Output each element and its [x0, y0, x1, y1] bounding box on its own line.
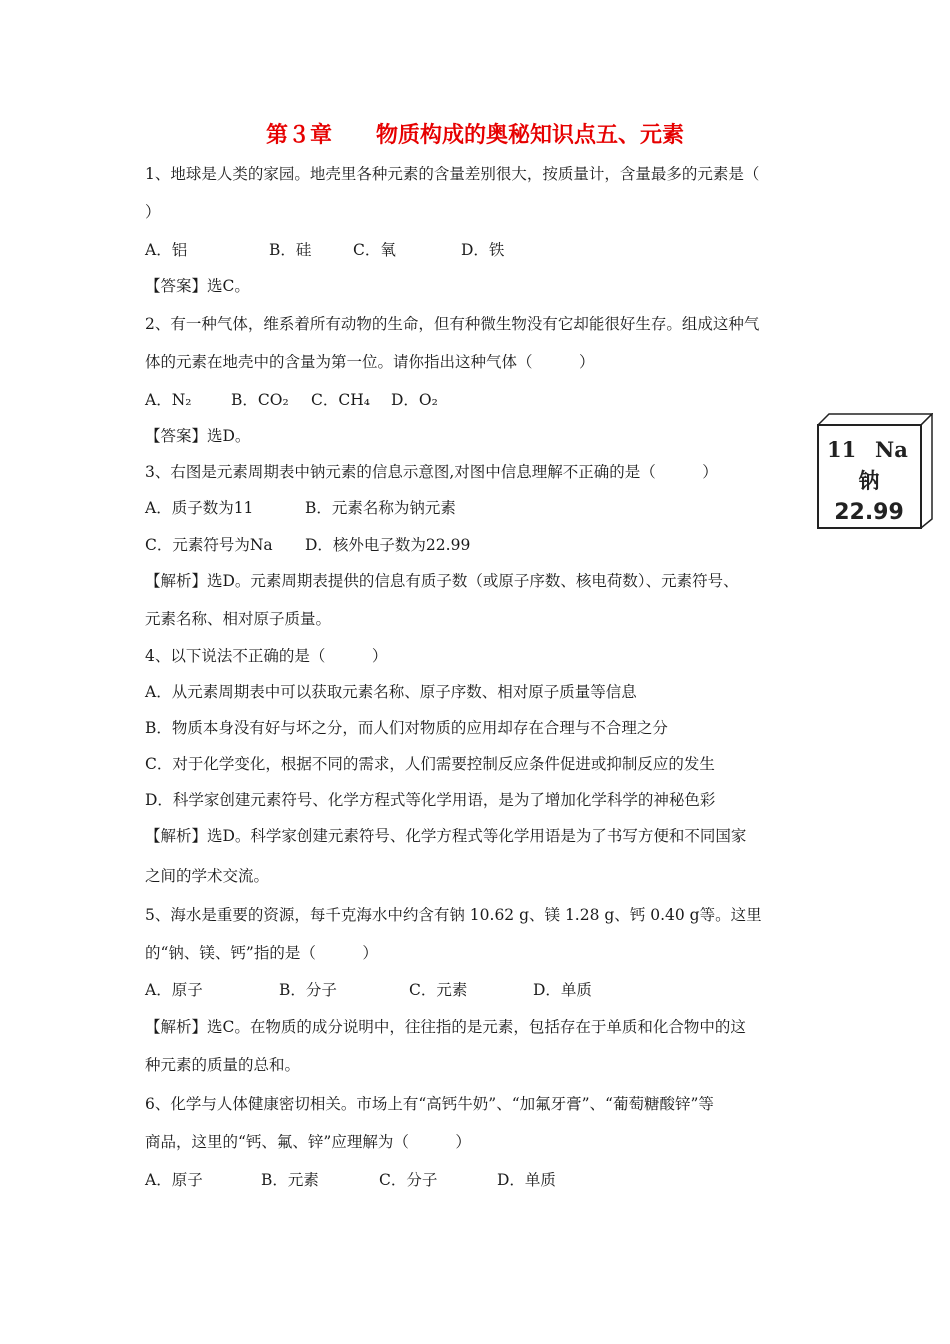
element-mass: 22.99	[834, 500, 904, 525]
q6-option-c: C．分子	[379, 1171, 438, 1189]
q2-option-d: D．O₂	[391, 391, 438, 409]
q2-option-c: C．CH₄	[311, 391, 370, 409]
q6-stem-cont: 商品，这里的“钙、氟、锌”应理解为（ ）	[145, 1133, 471, 1151]
q6-stem: 6、化学与人体健康密切相关。市场上有“高钙牛奶”、“加氟牙膏”、“葡萄糖酸锌”等	[145, 1095, 714, 1113]
element-card-graphic	[817, 413, 933, 529]
q4-option-a: A．从元素周期表中可以获取元素名称、原子序数、相对原子质量等信息	[145, 683, 637, 701]
q1-stem-cont: ）	[145, 203, 161, 221]
q4-option-c: C．对于化学变化，根据不同的需求，人们需要控制反应条件促进或抑制反应的发生	[145, 755, 715, 773]
q1-stem: 1、地球是人类的家园。地壳里各种元素的含量差别很大，按质量计，含量最多的元素是（	[145, 165, 760, 183]
q4-option-d: D．科学家创建元素符号、化学方程式等化学用语，是为了增加化学科学的神秘色彩	[145, 791, 716, 809]
q3-analysis: 【解析】选D。元素周期表提供的信息有质子数（或原子序数、核电荷数）、元素符号、	[145, 572, 739, 590]
q3-option-b: B．元素名称为钠元素	[305, 499, 456, 517]
q1-option-b: B．硅	[269, 241, 312, 259]
q5-option-d: D．单质	[533, 981, 592, 999]
element-name: 钠	[858, 469, 880, 493]
q3-option-c: C．元素符号为Na	[145, 536, 273, 554]
q5-option-b: B．分子	[279, 981, 337, 999]
q4-option-b: B．物质本身没有好与坏之分，而人们对物质的应用却存在合理与不合理之分	[145, 719, 668, 737]
q5-stem-cont: 的“钠、镁、钙”指的是（ ）	[145, 944, 378, 962]
q6-options	[145, 1170, 556, 1190]
q3-options-row1	[145, 498, 456, 518]
q5-analysis: 【解析】选C。在物质的成分说明中，往往指的是元素，包括存在于单质和化合物中的这	[145, 1018, 746, 1036]
q3-stem: 3、右图是元素周期表中钠元素的信息示意图,对图中信息理解不正确的是（ ）	[145, 463, 718, 481]
q2-answer: 【答案】选D。	[145, 427, 251, 445]
q2-stem: 2、有一种气体，维系着所有动物的生命，但有种微生物没有它却能很好生存。组成这种气	[145, 315, 760, 333]
q1-options	[145, 240, 504, 260]
q6-option-d: D．单质	[497, 1171, 556, 1189]
element-number: 11	[827, 437, 857, 462]
q5-options	[145, 980, 592, 1000]
q3-option-d: D．核外电子数为22.99	[305, 536, 471, 554]
q5-stem: 5、海水是重要的资源，每千克海水中约含有钠 10.62 g、镁 1.28 g、钙 0.40 g等。这里	[145, 906, 762, 924]
q2-option-b: B．CO₂	[231, 391, 289, 409]
q1-answer: 【答案】选C。	[145, 277, 250, 295]
q5-option-c: C．元素	[409, 981, 468, 999]
sodium-element-card	[817, 413, 933, 529]
q1-option-d: D．铁	[461, 241, 505, 259]
q6-option-b: B．元素	[261, 1171, 319, 1189]
q4-analysis: 【解析】选D。科学家创建元素符号、化学方程式等化学用语是为了书写方便和不同国家	[145, 827, 747, 845]
card-top-face	[818, 414, 932, 425]
q2-option-a: A．N₂	[145, 391, 192, 409]
q4-analysis-cont: 之间的学术交流。	[145, 867, 270, 885]
page-title: 第３章 物质构成的奥秘知识点五、元素	[265, 123, 684, 148]
q2-options	[145, 390, 438, 410]
q2-stem-cont: 体的元素在地壳中的含量为第一位。请你指出这种气体（ ）	[145, 353, 595, 371]
element-symbol: Na	[875, 437, 908, 462]
q3-option-a: A．质子数为11	[145, 499, 254, 517]
q5-option-a: A．原子	[145, 981, 203, 999]
q5-analysis-cont: 种元素的质量的总和。	[145, 1056, 301, 1074]
q1-option-a: A．铝	[145, 241, 188, 259]
q6-option-a: A．原子	[145, 1171, 203, 1189]
card-side-face	[921, 414, 932, 528]
q4-stem: 4、以下说法不正确的是（ ）	[145, 647, 388, 665]
q1-option-c: C．氧	[353, 241, 396, 259]
q3-options-row2	[145, 535, 470, 555]
q3-analysis-cont: 元素名称、相对原子质量。	[145, 610, 332, 628]
